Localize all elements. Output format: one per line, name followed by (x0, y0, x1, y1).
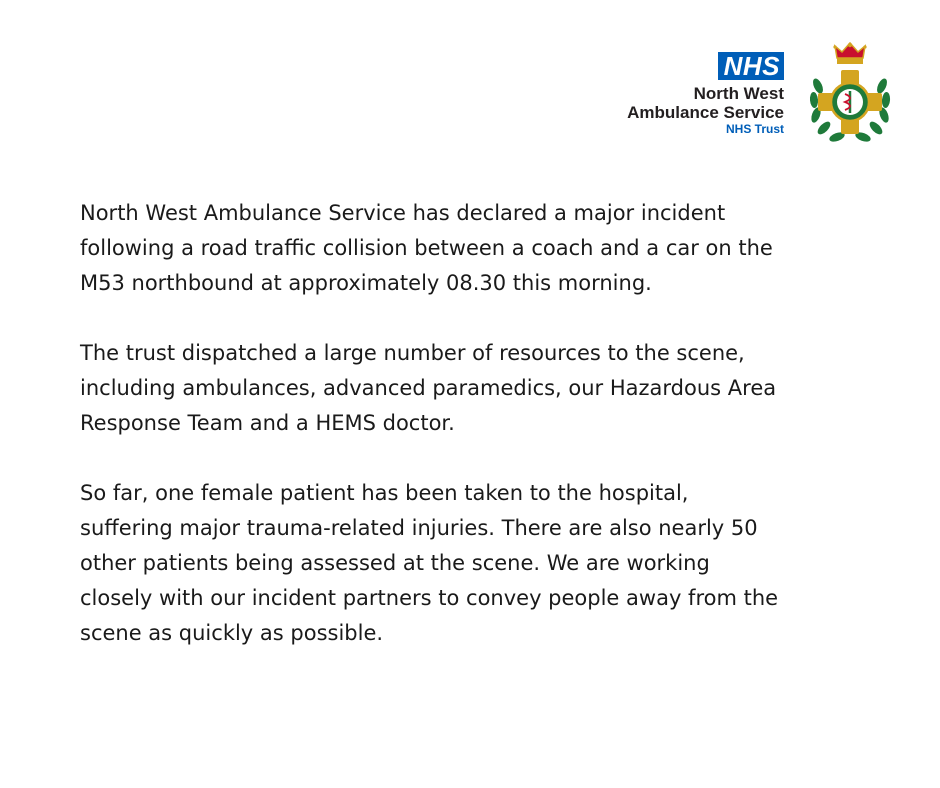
paragraph-line: including ambulances, advanced paramedics, our Hazardous Area (80, 376, 777, 400)
paragraph-line: North West Ambulance Service has declared a major incident (80, 201, 726, 225)
paragraph-3 (80, 476, 890, 651)
paragraph-2 (80, 336, 890, 441)
paragraph-line: closely with our incident partners to convey people away from the (80, 586, 779, 610)
paragraph-line: following a road traffic collision between a coach and a car on the (80, 236, 773, 260)
paragraph-line: So far, one female patient has been taken to the hospital, (80, 481, 689, 505)
ambulance-service-crest-icon (804, 42, 896, 148)
paragraph-1 (80, 196, 890, 301)
statement-body (80, 196, 890, 651)
nhs-logo: NHS (718, 52, 784, 80)
paragraph-line: The trust dispatched a large number of resources to the scene, (80, 341, 745, 365)
crown-icon (833, 43, 866, 64)
paragraph-line: scene as quickly as possible. (80, 621, 384, 645)
paragraph-line: suffering major trauma-related injuries. There are also nearly 50 (80, 516, 758, 540)
paragraph-line: other patients being assessed at the scene. We are working (80, 551, 710, 575)
org-trust-label: NHS Trust (725, 122, 784, 136)
header (0, 46, 940, 156)
paragraph-line: M53 northbound at approximately 08.30 this morning. (80, 271, 652, 295)
org-name-line-2: Ambulance Service (627, 103, 784, 122)
nhs-branding (627, 52, 784, 137)
paragraph-line: Response Team and a HEMS doctor. (80, 411, 455, 435)
org-name-line-1: North West (693, 84, 784, 103)
